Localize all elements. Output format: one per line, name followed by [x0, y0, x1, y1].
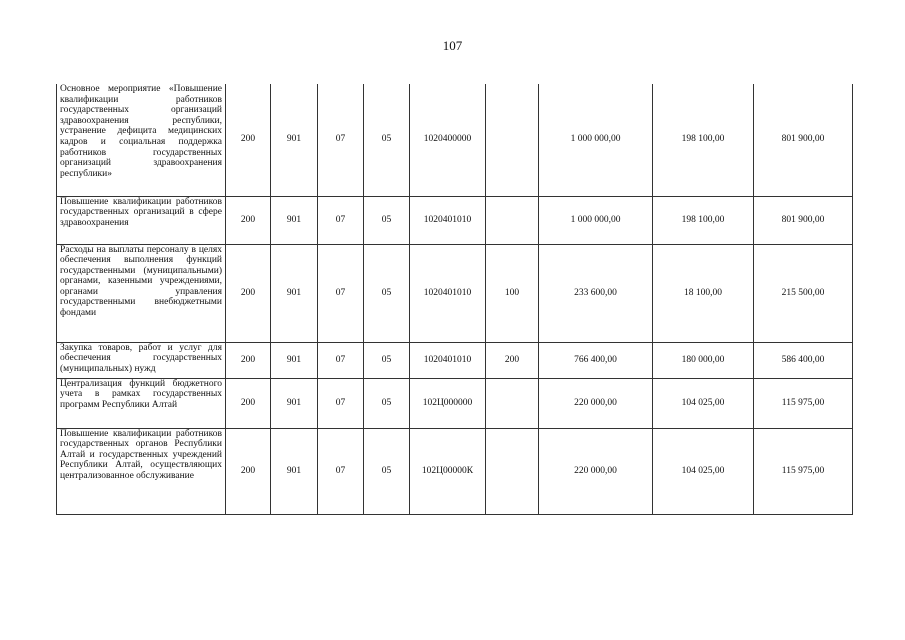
row-name-cell: Повышение квалификации работников государственных организаций в сфере здравоохранения	[57, 196, 226, 244]
total-amount-cell: 115 975,00	[754, 378, 853, 428]
admin-code-cell: 200	[226, 342, 271, 378]
section-code-cell: 07	[318, 196, 364, 244]
subsection-code-cell: 05	[364, 84, 410, 196]
page-number: 107	[442, 38, 463, 53]
table-row	[57, 378, 853, 428]
plan-amount-cell: 766 400,00	[539, 342, 653, 378]
ministry-code-cell: 901	[271, 342, 318, 378]
total-amount-cell: 115 975,00	[754, 428, 853, 514]
ministry-code-cell: 901	[271, 196, 318, 244]
plan-amount-cell: 233 600,00	[539, 244, 653, 342]
total-amount-cell: 801 900,00	[754, 196, 853, 244]
total-amount-cell: 801 900,00	[754, 84, 853, 196]
change-amount-cell: 104 025,00	[653, 428, 754, 514]
table-row	[57, 196, 853, 244]
target-article-cell: 1020400000	[410, 84, 486, 196]
total-amount-cell: 586 400,00	[754, 342, 853, 378]
table-row	[57, 342, 853, 378]
row-name-cell: Централизация функций бюджетного учета в рамках государственных программ Республики Алтай	[57, 378, 226, 428]
subsection-code-cell: 05	[364, 428, 410, 514]
target-article-cell: 102Ц000000	[410, 378, 486, 428]
expense-type-cell: 200	[486, 342, 539, 378]
subsection-code-cell: 05	[364, 378, 410, 428]
section-code-cell: 07	[318, 84, 364, 196]
change-amount-cell: 198 100,00	[653, 84, 754, 196]
plan-amount-cell: 220 000,00	[539, 378, 653, 428]
target-article-cell: 102Ц00000К	[410, 428, 486, 514]
budget-table	[56, 84, 853, 515]
admin-code-cell: 200	[226, 244, 271, 342]
row-name-cell: Основное мероприятие «Повышение квалификации работников государственных организаций здравоохранения республики, устранение дефицита медицинских кадров и социальная поддержка работников государственных организаций здравоохранения республики»	[57, 84, 226, 196]
ministry-code-cell: 901	[271, 428, 318, 514]
section-code-cell: 07	[318, 378, 364, 428]
change-amount-cell: 104 025,00	[653, 378, 754, 428]
table-row	[57, 428, 853, 514]
section-code-cell: 07	[318, 428, 364, 514]
table-row	[57, 84, 853, 196]
expense-type-cell	[486, 84, 539, 196]
section-code-cell: 07	[318, 244, 364, 342]
row-name-cell: Повышение квалификации работников государственных органов Республики Алтай и государственных учреждений Республики Алтай, осуществляющих централизованное обслуживание	[57, 428, 226, 514]
target-article-cell: 1020401010	[410, 342, 486, 378]
admin-code-cell: 200	[226, 378, 271, 428]
subsection-code-cell: 05	[364, 244, 410, 342]
subsection-code-cell: 05	[364, 196, 410, 244]
table-row	[57, 244, 853, 342]
section-code-cell: 07	[318, 342, 364, 378]
change-amount-cell: 180 000,00	[653, 342, 754, 378]
change-amount-cell: 198 100,00	[653, 196, 754, 244]
target-article-cell: 1020401010	[410, 244, 486, 342]
change-amount-cell: 18 100,00	[653, 244, 754, 342]
plan-amount-cell: 220 000,00	[539, 428, 653, 514]
ministry-code-cell: 901	[271, 378, 318, 428]
target-article-cell: 1020401010	[410, 196, 486, 244]
admin-code-cell: 200	[226, 428, 271, 514]
ministry-code-cell: 901	[271, 244, 318, 342]
plan-amount-cell: 1 000 000,00	[539, 84, 653, 196]
expense-type-cell: 100	[486, 244, 539, 342]
expense-type-cell	[486, 378, 539, 428]
total-amount-cell: 215 500,00	[754, 244, 853, 342]
ministry-code-cell: 901	[271, 84, 318, 196]
subsection-code-cell: 05	[364, 342, 410, 378]
plan-amount-cell: 1 000 000,00	[539, 196, 653, 244]
row-name-cell: Расходы на выплаты персоналу в целях обеспечения выполнения функций государственными (муниципальными) органами, казенными учреждениями, органами управления государственными внебюджетными фондами	[57, 244, 226, 342]
expense-type-cell	[486, 196, 539, 244]
row-name-cell: Закупка товаров, работ и услуг для обеспечения государственных (муниципальных) нужд	[57, 342, 226, 378]
admin-code-cell: 200	[226, 196, 271, 244]
expense-type-cell	[486, 428, 539, 514]
admin-code-cell: 200	[226, 84, 271, 196]
